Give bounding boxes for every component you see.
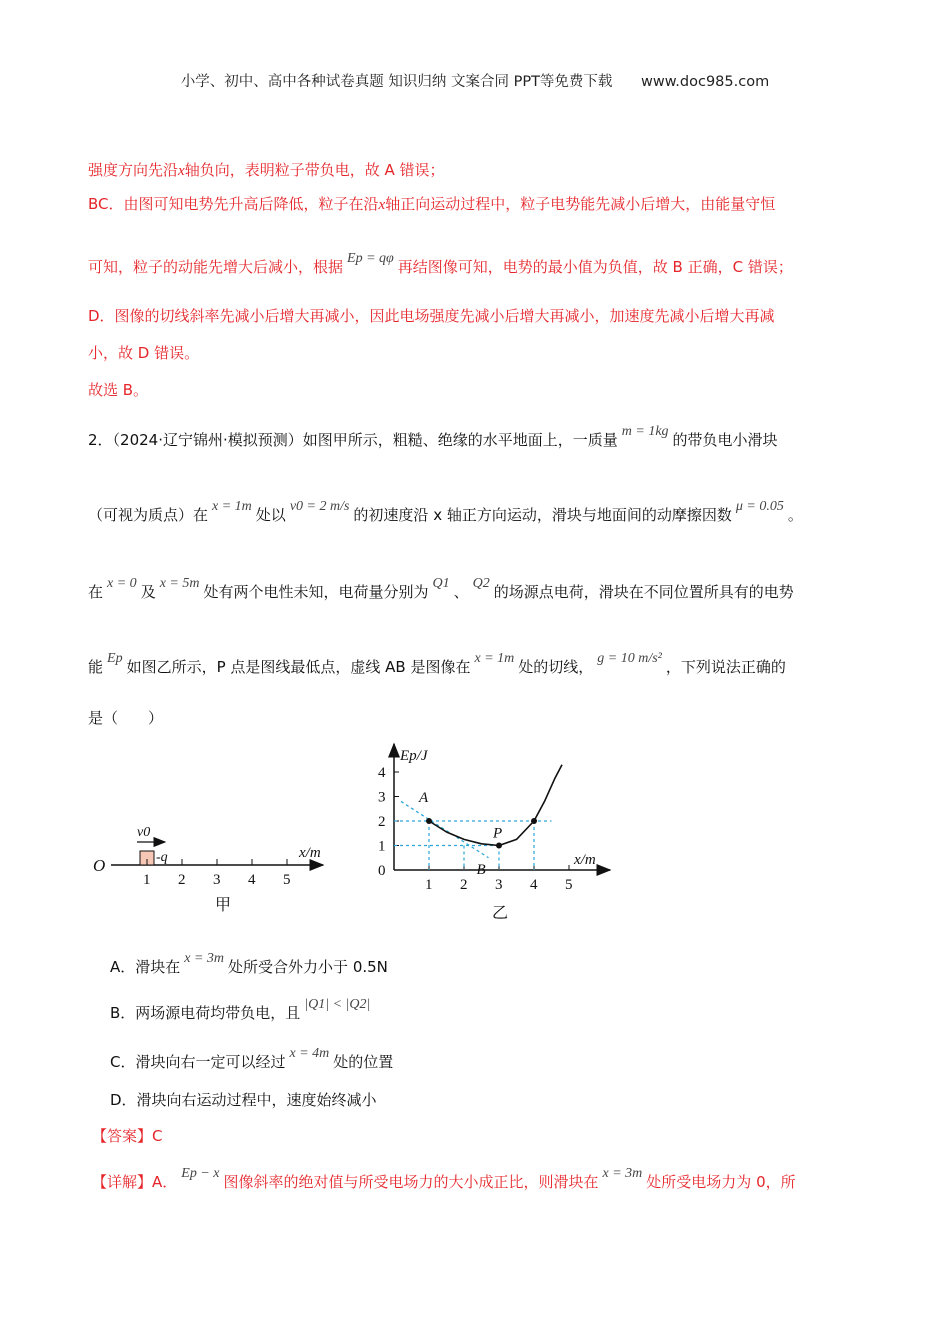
prev-line-6: 故选 B。 <box>88 381 149 399</box>
chart-point-P <box>496 843 502 849</box>
detail-line: 【详解】A． Ep − x 图像斜率的绝对值与所受电场力的大小成正比，则滑块在 x = 3m 处所受电场力为 0，所 <box>92 1170 882 1196</box>
chart-xlabel: x/m <box>574 852 596 868</box>
fig1-charge-label: -q <box>156 850 168 865</box>
chart-ytick-label-3: 3 <box>378 789 386 806</box>
formula-x3: x = 3m <box>602 1166 643 1181</box>
formula-q1: Q1 <box>432 576 450 591</box>
header-text: 小学、初中、高中各种试卷真题 知识归纳 文案合同 PPT等免费下载 <box>180 74 613 90</box>
question-line-4: 能 Ep 如图乙所示，P 点是图线最低点，虚线 AB 是图像在 x = 1m 处的切线， g = 10 m/s² ，下列说法正确的 <box>88 655 863 681</box>
option-d[interactable]: D．滑块向右运动过程中，速度始终减小 <box>110 1091 377 1109</box>
formula-x5: x = 5m <box>159 576 200 591</box>
chart-ytick-label-4: 4 <box>378 765 386 781</box>
option-c[interactable]: C．滑块向右一定可以经过 x = 4m 处的位置 <box>110 1050 393 1076</box>
chart-ytick-label-2: 2 <box>378 814 386 830</box>
chart-xtick-label-2: 2 <box>460 877 468 893</box>
chart-label-B: B <box>476 861 486 878</box>
chart-origin: 0 <box>378 863 386 879</box>
formula-ep-qphi: Ep = qφ <box>347 251 394 266</box>
option-b[interactable]: B．两场源电荷均带负电，且 |Q1| < |Q2| <box>110 1001 374 1027</box>
chart-ylabel: Ep/J <box>400 748 428 764</box>
figure-jia <box>85 815 345 920</box>
formula-v0: v0 = 2 m/s <box>289 499 350 514</box>
formula-x1b: x = 1m <box>474 651 515 666</box>
page-header <box>0 70 950 91</box>
formula-opt-b: |Q1| < |Q2| <box>304 997 371 1012</box>
prev-line-3: 可知，粒子的动能先增大后减小，根据 Ep = qφ 再结图像可知，电势的最小值为负值，故 B 正确，C 错误； <box>88 255 863 281</box>
formula-x0: x = 0 <box>107 576 137 591</box>
formula-x1: x = 1m <box>212 499 252 514</box>
fig1-tick-5: 5 <box>283 872 291 888</box>
figure-yi-chart <box>360 740 620 925</box>
chart-point-x4 <box>531 818 537 824</box>
prev-line-1: 强度方向先沿x轴负向，表明粒子带负电，故 A 错误； <box>88 161 445 179</box>
chart-xtick-label-4: 4 <box>530 877 538 893</box>
question-line-5: 是（ ） <box>88 709 164 727</box>
prev-line-4: D．图像的切线斜率先减小后增大再减小，因此电场强度先减小后增大再减小，加速度先减小后增大再减 <box>88 307 775 325</box>
answer-value: C <box>152 1127 163 1145</box>
question-line-2: （可视为质点）在 x = 1m 处以 v0 = 2 m/s 的初速度沿 x 轴正方向运动，滑块与地面间的动摩擦因数 μ = 0.05 。 <box>88 503 863 529</box>
fig1-v0-label: v0 <box>137 825 151 840</box>
fig1-origin: O <box>93 856 106 875</box>
formula-ep-x: Ep − x <box>181 1166 220 1181</box>
chart-xtick-label-3: 3 <box>495 877 503 893</box>
formula-ep: Ep <box>107 651 123 666</box>
answer-label: 【答案】 <box>92 1127 153 1145</box>
fig1-tick-2: 2 <box>178 872 186 888</box>
question-line-3: 在 x = 0 及 x = 5m 处有两个电性未知，电荷量分别为 Q1 、 Q2 的场源点电荷，滑块在不同位置所具有的电势 <box>88 580 863 606</box>
prev-line-5: 小，故 D 错误。 <box>88 344 200 362</box>
chart-label-A: A <box>419 790 429 806</box>
prev-line-2: BC．由图可知电势先升高后降低，粒子在沿x轴正向运动过程中，粒子电势能先减小后增大，由能量守恒 <box>88 195 776 213</box>
formula-q2: Q2 <box>472 576 490 591</box>
fig1-tick-1: 1 <box>143 872 151 888</box>
fig1-ticks <box>147 859 287 865</box>
question-line-1: 2．（2024·辽宁锦州·模拟预测）如图甲所示，粗糙、绝缘的水平地面上，一质量 m = 1kg 的带负电小滑块 <box>88 428 863 454</box>
chart-ytick-label-1: 1 <box>378 838 386 855</box>
formula-opt-c: x = 4m <box>289 1046 330 1061</box>
chart-xtick-label-5: 5 <box>565 877 573 893</box>
fig1-tick-3: 3 <box>213 872 221 888</box>
answer-line <box>92 1124 867 1148</box>
header-site: www.doc985.com <box>641 74 770 90</box>
fig1-xlabel: x/m <box>299 845 321 861</box>
chart-point-A <box>426 818 432 824</box>
formula-g: g = 10 m/s² <box>597 651 662 666</box>
formula-mass: m = 1kg <box>621 424 669 439</box>
chart-tangent-AB <box>401 801 489 857</box>
formula-mu: μ = 0.05 <box>735 499 784 514</box>
chart-label-P: P <box>493 825 503 842</box>
chart-xtick-label-1: 1 <box>425 877 433 893</box>
option-a[interactable]: A．滑块在 x = 3m 处所受合外力小于 0.5N <box>110 955 388 981</box>
fig1-tick-4: 4 <box>248 872 256 888</box>
formula-opt-a: x = 3m <box>184 951 225 966</box>
fig1-caption: 甲 <box>215 897 232 914</box>
chart-caption: 乙 <box>492 905 509 922</box>
